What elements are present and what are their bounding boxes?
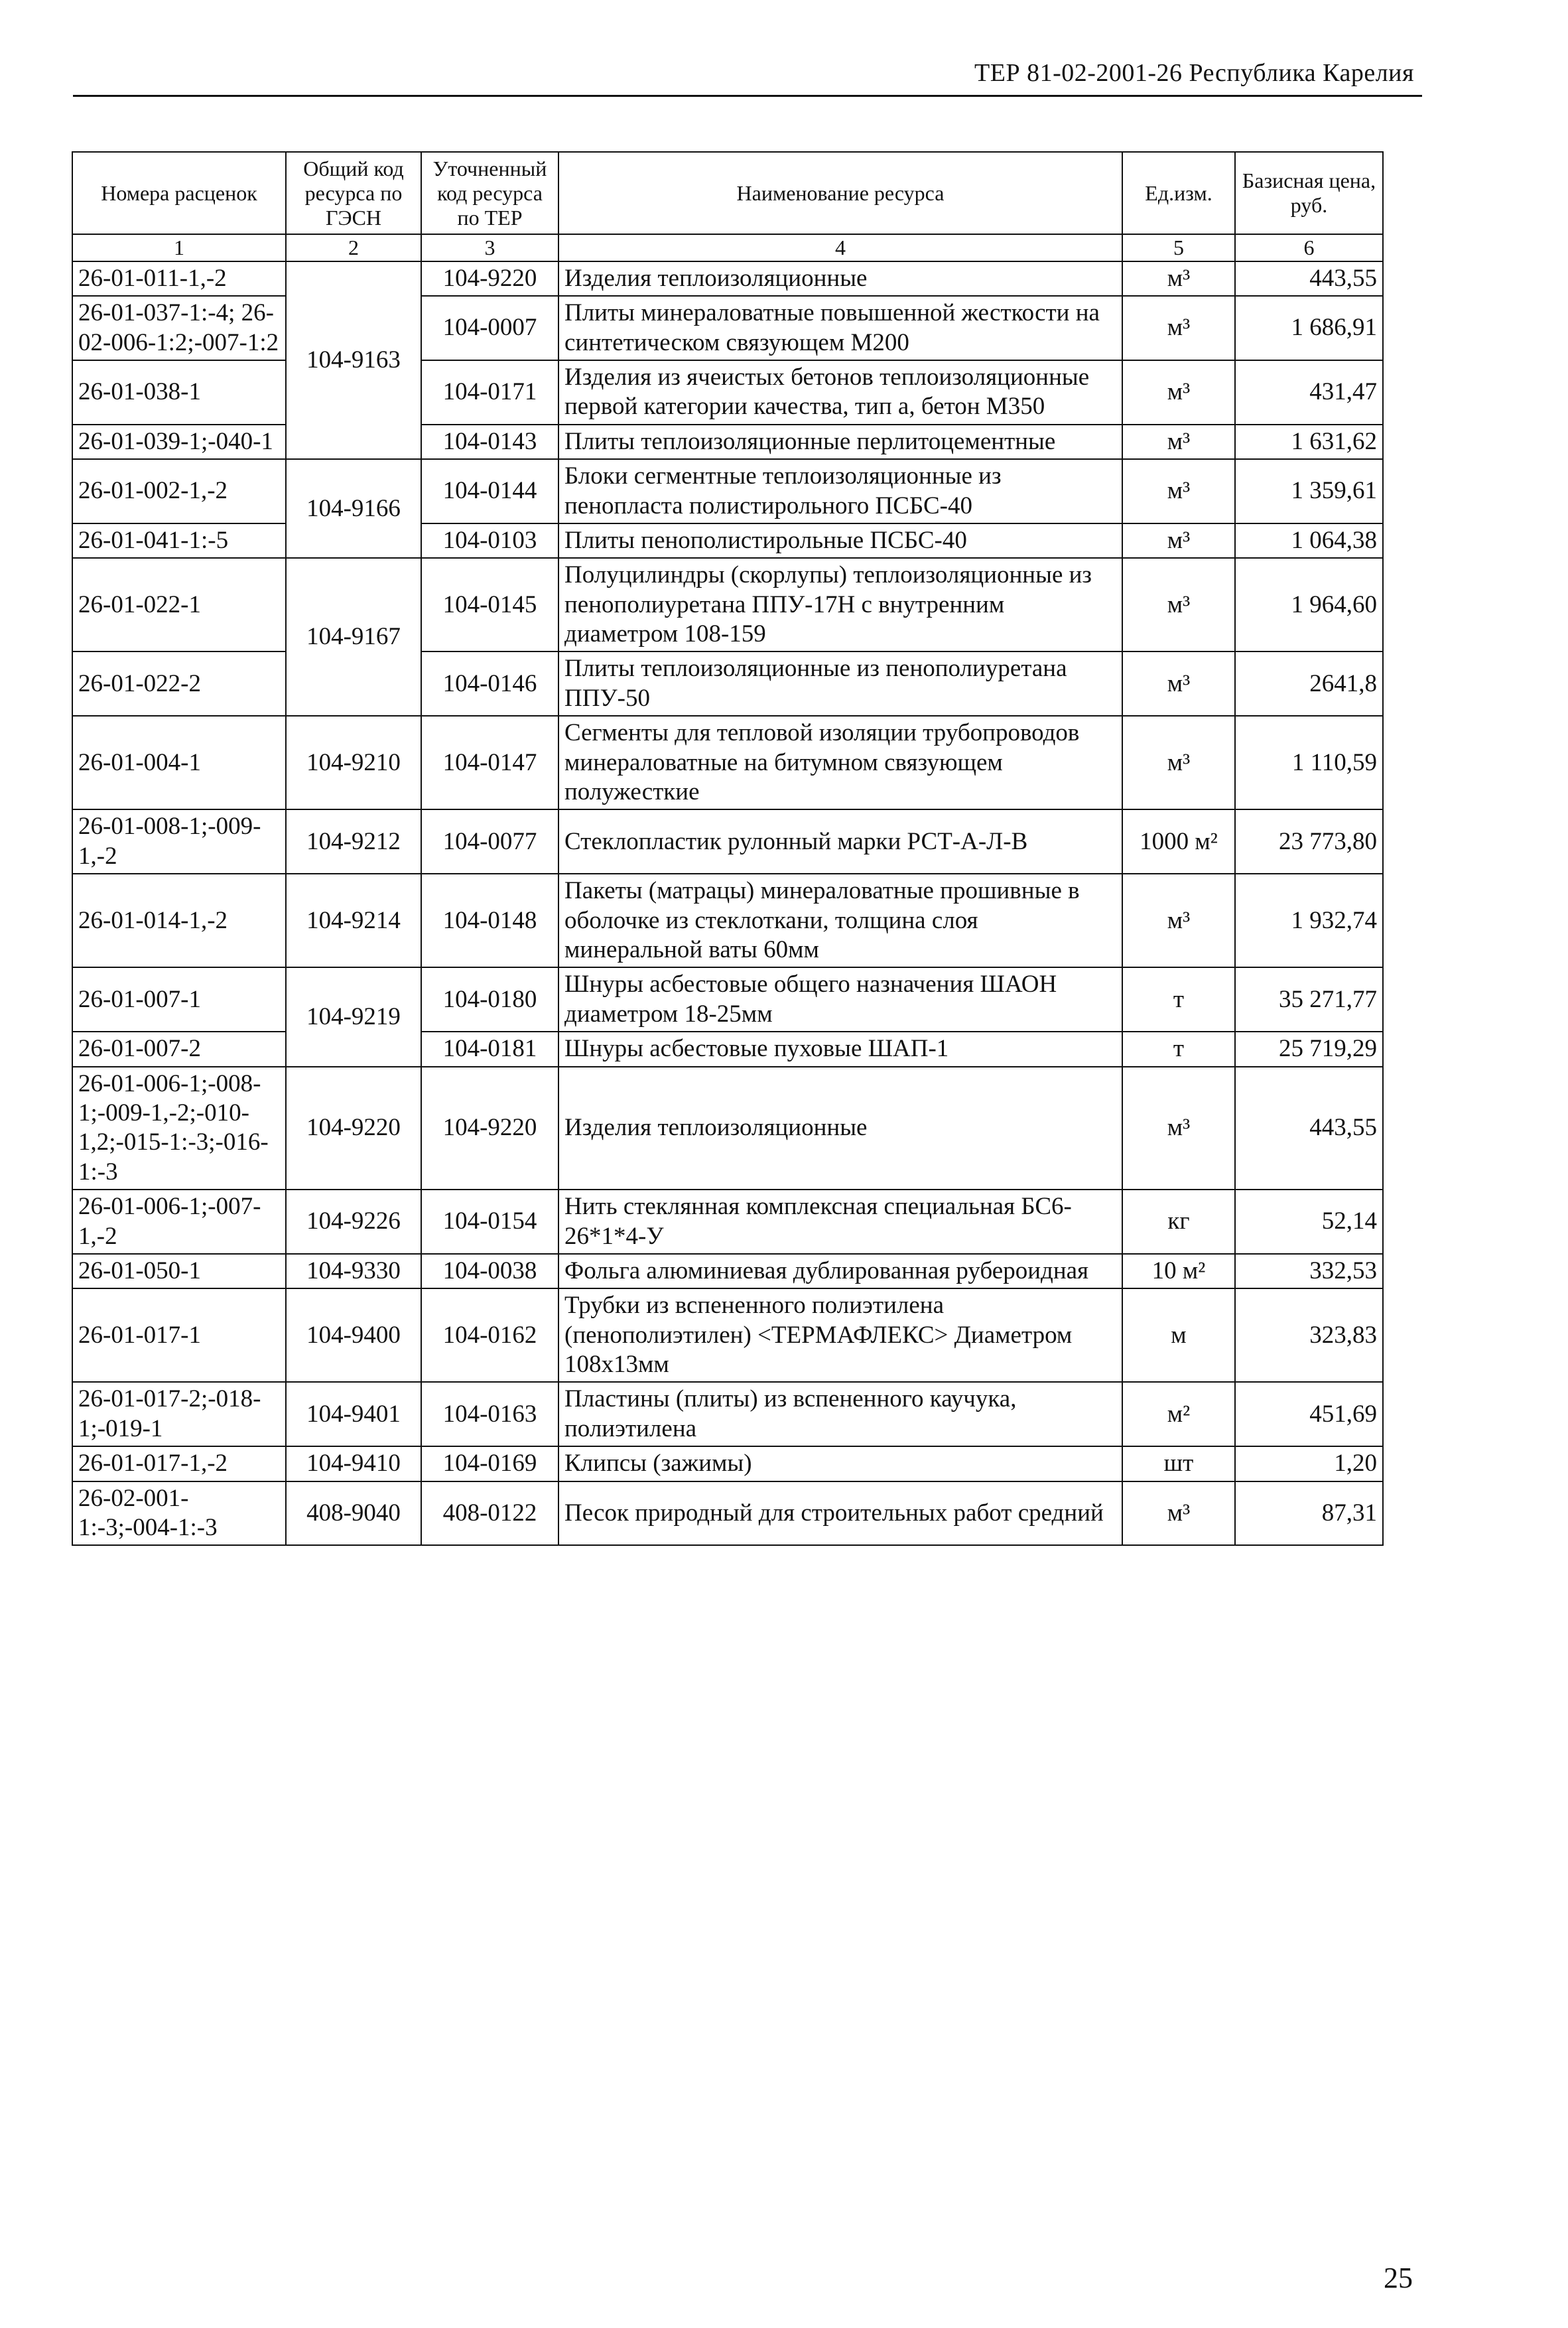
- base-price: 25 719,29: [1235, 1032, 1383, 1066]
- unit: м: [1122, 1288, 1235, 1382]
- gesn-code: 104-9400: [286, 1288, 421, 1382]
- rate-code: 26-01-014-1,-2: [72, 874, 286, 967]
- resource-name: Песок природный для строительных работ средний: [558, 1481, 1122, 1546]
- base-price: 1 359,61: [1235, 459, 1383, 523]
- rate-code: 26-01-039-1;-040-1: [72, 425, 286, 459]
- ter-code: 104-0038: [421, 1254, 558, 1288]
- rate-code: 26-01-041-1:-5: [72, 523, 286, 558]
- rate-code: 26-01-017-1,-2: [72, 1446, 286, 1481]
- table-row: [72, 1288, 1383, 1382]
- ter-code: 104-0147: [421, 716, 558, 809]
- unit: м³: [1122, 716, 1235, 809]
- table-row: [72, 1254, 1383, 1288]
- table-row: [72, 716, 1383, 809]
- unit: м³: [1122, 261, 1235, 296]
- base-price: 52,14: [1235, 1190, 1383, 1254]
- gesn-code: 104-9163: [286, 261, 421, 459]
- base-price: 1 686,91: [1235, 296, 1383, 360]
- column-number: 4: [558, 234, 1122, 261]
- resource-name: Фольга алюминиевая дублированная рубероидная: [558, 1254, 1122, 1288]
- resource-name: Шнуры асбестовые общего назначения ШАОН диаметром 18-25мм: [558, 967, 1122, 1032]
- ter-code: 104-0146: [421, 651, 558, 716]
- base-price: 1 631,62: [1235, 425, 1383, 459]
- table-row: [72, 651, 1383, 716]
- column-number: 5: [1122, 234, 1235, 261]
- ter-code: 104-0007: [421, 296, 558, 360]
- rate-code: 26-01-017-1: [72, 1288, 286, 1382]
- base-price: 1 964,60: [1235, 558, 1383, 651]
- ter-code: 104-9220: [421, 261, 558, 296]
- ter-code: 104-0163: [421, 1382, 558, 1446]
- unit: т: [1122, 1032, 1235, 1066]
- document-header: ТЕР 81-02-2001-26 Республика Карелия: [974, 59, 1414, 87]
- gesn-code: 104-9214: [286, 874, 421, 967]
- resource-name: Полуцилиндры (скорлупы) теплоизоляционные из пенополиуретана ППУ-17Н с внутренним диаметром 108-159: [558, 558, 1122, 651]
- gesn-code: 104-9167: [286, 558, 421, 716]
- rate-code: 26-01-050-1: [72, 1254, 286, 1288]
- gesn-code: 104-9410: [286, 1446, 421, 1481]
- ter-code: 104-0077: [421, 809, 558, 874]
- table-row: [72, 1032, 1383, 1066]
- ter-code: 104-0154: [421, 1190, 558, 1254]
- base-price: 443,55: [1235, 261, 1383, 296]
- table-row: [72, 261, 1383, 296]
- ter-code: 104-0103: [421, 523, 558, 558]
- column-header: Наименование ресурса: [558, 152, 1122, 234]
- base-price: 23 773,80: [1235, 809, 1383, 874]
- column-header: Ед.изм.: [1122, 152, 1235, 234]
- unit: м³: [1122, 1067, 1235, 1190]
- ter-code: 104-0162: [421, 1288, 558, 1382]
- resource-name: Блоки сегментные теплоизоляционные из пенопласта полистирольного ПСБС-40: [558, 459, 1122, 523]
- table-row: [72, 874, 1383, 967]
- unit: шт: [1122, 1446, 1235, 1481]
- rate-code: 26-01-006-1;-008-1;-009-1,-2;-010-1,2;-015-1:-3;-016-1:-3: [72, 1067, 286, 1190]
- resource-table: [72, 151, 1384, 1546]
- resource-name: Сегменты для тепловой изоляции трубопроводов минераловатные на битумном связующем полужесткие: [558, 716, 1122, 809]
- base-price: 443,55: [1235, 1067, 1383, 1190]
- resource-name: Трубки из вспененного полиэтилена (пенополиэтилен) <ТЕРМАФЛЕКС> Диаметром 108х13мм: [558, 1288, 1122, 1382]
- table-row: [72, 360, 1383, 425]
- column-header: Общий код ресурса по ГЭСН: [286, 152, 421, 234]
- rate-code: 26-01-011-1,-2: [72, 261, 286, 296]
- rate-code: 26-01-038-1: [72, 360, 286, 425]
- rate-code: 26-01-022-1: [72, 558, 286, 651]
- unit: т: [1122, 967, 1235, 1032]
- base-price: 1 064,38: [1235, 523, 1383, 558]
- column-header: Базисная цена, руб.: [1235, 152, 1383, 234]
- resource-name: Стеклопластик рулонный марки РСТ-А-Л-В: [558, 809, 1122, 874]
- rate-code: 26-01-002-1,-2: [72, 459, 286, 523]
- base-price: 431,47: [1235, 360, 1383, 425]
- ter-code: 104-0143: [421, 425, 558, 459]
- resource-name: Пластины (плиты) из вспененного каучука, полиэтилена: [558, 1382, 1122, 1446]
- unit: 10 м²: [1122, 1254, 1235, 1288]
- gesn-code: 104-9219: [286, 967, 421, 1066]
- resource-name: Клипсы (зажимы): [558, 1446, 1122, 1481]
- unit: м³: [1122, 296, 1235, 360]
- gesn-code: 104-9226: [286, 1190, 421, 1254]
- gesn-code: 104-9212: [286, 809, 421, 874]
- unit: м³: [1122, 459, 1235, 523]
- ter-code: 104-0144: [421, 459, 558, 523]
- unit: м³: [1122, 1481, 1235, 1546]
- base-price: 1 932,74: [1235, 874, 1383, 967]
- unit: м³: [1122, 523, 1235, 558]
- header-rule: [73, 95, 1422, 97]
- gesn-code: 104-9166: [286, 459, 421, 558]
- base-price: 1 110,59: [1235, 716, 1383, 809]
- resource-name: Изделия теплоизоляционные: [558, 1067, 1122, 1190]
- resource-name: Изделия из ячеистых бетонов теплоизоляционные первой категории качества, тип а, бетон М350: [558, 360, 1122, 425]
- table-row: [72, 558, 1383, 651]
- column-header: Номера расценок: [72, 152, 286, 234]
- column-number: 2: [286, 234, 421, 261]
- table-row: [72, 296, 1383, 360]
- gesn-code: 104-9210: [286, 716, 421, 809]
- ter-code: 104-0169: [421, 1446, 558, 1481]
- unit: м³: [1122, 558, 1235, 651]
- base-price: 332,53: [1235, 1254, 1383, 1288]
- table-row: [72, 523, 1383, 558]
- unit: м³: [1122, 360, 1235, 425]
- unit: кг: [1122, 1190, 1235, 1254]
- resource-name: Плиты теплоизоляционные из пенополиуретана ППУ-50: [558, 651, 1122, 716]
- base-price: 2641,8: [1235, 651, 1383, 716]
- rate-code: 26-01-037-1:-4; 26-02-006-1:2;-007-1:2: [72, 296, 286, 360]
- unit: м³: [1122, 425, 1235, 459]
- gesn-code: 408-9040: [286, 1481, 421, 1546]
- column-number: 6: [1235, 234, 1383, 261]
- base-price: 451,69: [1235, 1382, 1383, 1446]
- ter-code: 104-9220: [421, 1067, 558, 1190]
- base-price: 87,31: [1235, 1481, 1383, 1546]
- ter-code: 104-0181: [421, 1032, 558, 1066]
- unit: м²: [1122, 1382, 1235, 1446]
- base-price: 1,20: [1235, 1446, 1383, 1481]
- page-number: 25: [1384, 2262, 1413, 2294]
- gesn-code: 104-9330: [286, 1254, 421, 1288]
- table-row: [72, 459, 1383, 523]
- unit: м³: [1122, 874, 1235, 967]
- gesn-code: 104-9220: [286, 1067, 421, 1190]
- rate-code: 26-01-004-1: [72, 716, 286, 809]
- resource-name: Плиты минераловатные повышенной жесткости на синтетическом связующем М200: [558, 296, 1122, 360]
- table-row: [72, 1481, 1383, 1546]
- table-header-row: [72, 152, 1383, 234]
- unit: 1000 м²: [1122, 809, 1235, 874]
- ter-code: 408-0122: [421, 1481, 558, 1546]
- gesn-code: 104-9401: [286, 1382, 421, 1446]
- ter-code: 104-0148: [421, 874, 558, 967]
- base-price: 323,83: [1235, 1288, 1383, 1382]
- table-row: [72, 809, 1383, 874]
- ter-code: 104-0145: [421, 558, 558, 651]
- resource-name: Нить стеклянная комплексная специальная БС6-26*1*4-У: [558, 1190, 1122, 1254]
- column-header: Уточненный код ресурса по ТЕР: [421, 152, 558, 234]
- resource-name: Шнуры асбестовые пуховые ШАП-1: [558, 1032, 1122, 1066]
- resource-name: Плиты теплоизоляционные перлитоцементные: [558, 425, 1122, 459]
- column-number: 3: [421, 234, 558, 261]
- rate-code: 26-01-007-2: [72, 1032, 286, 1066]
- rate-code: 26-01-017-2;-018-1;-019-1: [72, 1382, 286, 1446]
- rate-code: 26-01-007-1: [72, 967, 286, 1032]
- table-row: [72, 1382, 1383, 1446]
- rate-code: 26-01-008-1;-009-1,-2: [72, 809, 286, 874]
- resource-name: Изделия теплоизоляционные: [558, 261, 1122, 296]
- rate-code: 26-01-022-2: [72, 651, 286, 716]
- table-row: [72, 967, 1383, 1032]
- base-price: 35 271,77: [1235, 967, 1383, 1032]
- resource-name: Плиты пенополистирольные ПСБС-40: [558, 523, 1122, 558]
- resource-name: Пакеты (матрацы) минераловатные прошивные в оболочке из стеклоткани, толщина слоя минеральной ваты 60мм: [558, 874, 1122, 967]
- rate-code: 26-01-006-1;-007-1,-2: [72, 1190, 286, 1254]
- table-row: [72, 425, 1383, 459]
- column-number-row: [72, 234, 1383, 261]
- table-row: [72, 1190, 1383, 1254]
- column-number: 1: [72, 234, 286, 261]
- table-row: [72, 1446, 1383, 1481]
- unit: м³: [1122, 651, 1235, 716]
- table-row: [72, 1067, 1383, 1190]
- ter-code: 104-0180: [421, 967, 558, 1032]
- rate-code: 26-02-001-1:-3;-004-1:-3: [72, 1481, 286, 1546]
- ter-code: 104-0171: [421, 360, 558, 425]
